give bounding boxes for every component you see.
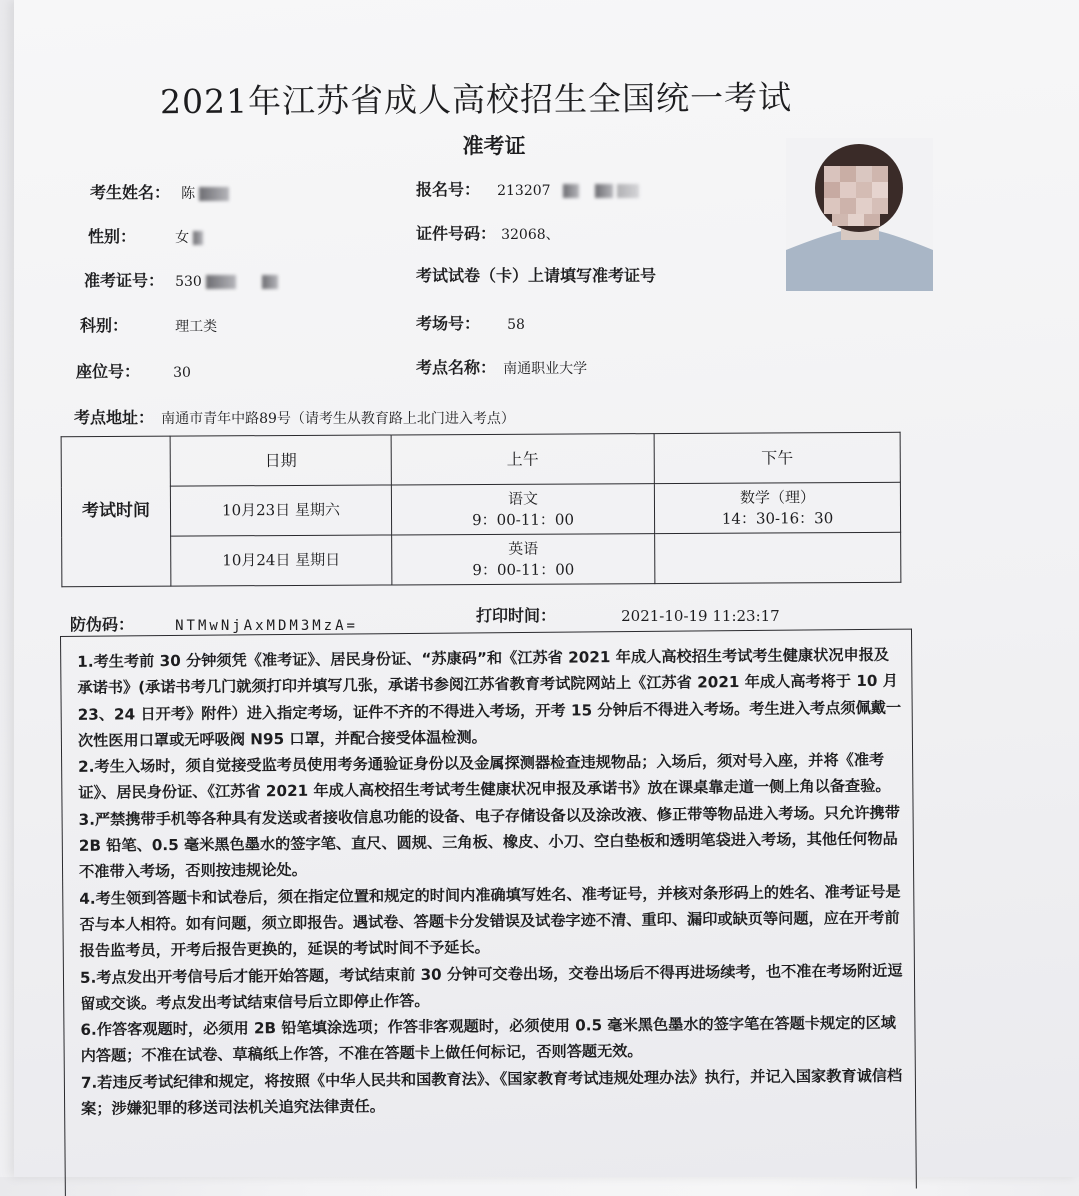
photo-placeholder-icon [786,138,933,291]
print-time-label: 打印时间： [476,606,557,625]
security-code-value: NTMwNjAxMDM3MzA= [175,618,358,634]
field-exam-site [416,355,587,378]
exam-time-label: 考试时间 [61,436,171,587]
paper-notice: 考试试卷（卡）上请填写准考证号 [416,266,657,285]
rule-item-5: 5.考点发出开考信号后才能开始答题，考试结束前 30 分钟可交卷出场，交卷出场后不得再进场续考，也不准在考场附近逗留或交谈。考点发出考试结束信号后立即停止作答。 [79,961,903,1013]
document-title: 2021年江苏省成人高校招生全国统一考试 [159,77,793,122]
morning-subject: 语文 [507,489,538,509]
table-row [61,482,900,536]
field-id-number [416,221,560,244]
site-value: 南通职业大学 [503,361,588,377]
gender-value: 女 [175,230,190,246]
redaction-mark [193,231,203,245]
redaction-mark [563,184,579,198]
rule-item-4: 4.考生领到答题卡和试卷后，须在指定位置和规定的时间内准确填写姓名、准考证号，并核对条形码上的姓名、准考证号是否与本人相符。如有问题，须立即报告。遇试卷、答题卡分发错误及试卷字迹不清、重印、漏印或缺页等问题，应在开考前报告监考员，开考后报告更换的，延误的考试时间不予延长。 [79,882,901,961]
rule-item-6: 6.作答客观题时，必须用 2B 铅笔填涂选项；作答非客观题时，必须使用 0.5 毫米黑色墨水的签字笔在答题卡规定的区域内答题；不准在试卷、草稿纸上作答，不准在答题卡上做任何标记，否则答题无效。 [80,1013,897,1066]
address-label: 考点地址： [74,408,155,427]
print-time-value: 2021-10-19 11:23:17 [621,607,780,625]
afternoon-time: 14：30-16：30 [721,508,834,528]
field-exam-address [74,405,515,428]
field-ticket-number [84,268,278,291]
subject-value: 理工类 [175,319,218,335]
row-afternoon-cell [654,482,900,533]
redaction-mark [617,184,639,198]
field-gender [88,224,203,247]
candidate-photo [786,138,933,291]
table-row [62,532,901,586]
redaction-mark [262,275,278,289]
name-label: 考生姓名： [90,183,171,202]
seat-label: 座位号： [76,362,141,381]
field-subject [80,313,217,336]
address-value: 南通市青年中路89号（请考生从教育路上北门进入考点） [161,411,515,427]
room-value: 58 [507,317,525,333]
header-morning: 上午 [391,434,654,485]
morning-time: 9：00-11：00 [472,560,575,579]
field-seat [76,359,191,382]
afternoon-subject: 数学（理） [739,488,815,507]
document-subtitle: 准考证 [462,134,526,158]
field-print-time [476,603,780,626]
header-date: 日期 [170,435,391,486]
row-afternoon-cell [655,532,901,583]
rule-item-3: 3.严禁携带手机等各种具有发送或者接收信息功能的设备、电子存储设备以及涂改液、修正带等物品进入考场。只允许携带 2B 铅笔、0.5 毫米黑色墨水的签字笔、直尺、圆规、三角板、橡皮、小刀、空白垫板和透明笔袋进入考场，其他任何物品不准带入考场，否则按违规论处。 [78,803,900,882]
afternoon-time [659,557,896,558]
morning-subject: 英语 [508,539,539,559]
exam-schedule-table [61,432,902,587]
rule-item-1: 1.考生考前 30 分钟须凭《准考证》、居民身份证、“苏康码”和《江苏省 2021 年成人高校招生考试考生健康状况申报及承诺书》(承诺书考几门就须打印并填写几张，承诺书参阅江苏省教育考试院网站上《江苏省 2021 年成人高考将于 10 月 23、24 日开考》附件）进入指定考场，证件不齐的不得进入考场，开考 15 分钟后不得进入考场。考生进入考点须佩戴一次性医用口罩或无呼吸阀 N95 口罩，并配合接受体温检测。 [77,645,902,750]
ticket-value: 530 [175,274,202,290]
row-morning-cell [391,484,654,535]
redaction-mark [595,184,613,198]
id-value: 32068、 [501,227,560,243]
redaction-mark [199,187,229,201]
row-date: 10月24日 星期日 [171,535,392,586]
id-label: 证件号码： [416,224,497,243]
ticket-label: 准考证号： [84,271,165,290]
reg-label: 报名号： [416,180,481,199]
redaction-mark [206,275,236,289]
row-morning-cell [392,534,655,585]
name-value: 陈 [181,186,196,202]
field-name [90,180,229,203]
rule-item-7: 7.若违反考试纪律和规定，将按照《中华人民共和国教育法》、《国家教育考试违规处理办法》执行，并记入国家教育诚信档案；涉嫌犯罪的移送司法机关追究法律责任。 [80,1066,903,1118]
rule-item-2: 2.考生入场时，须自觉接受监考员使用考务通验证身份以及金属探测器检查违规物品；入场后，须对号入座，并将《准考证》、居民身份证、《江苏省 2021 年成人高校招生考试考生健康状况申报及承诺书》放在课桌靠走道一侧上角以备查验。 [78,751,891,803]
field-registration-number [416,177,639,200]
field-exam-room [416,311,525,334]
field-security-code [70,612,358,635]
exam-rules-box [60,629,917,1196]
gender-label: 性别： [88,227,137,246]
security-code-label: 防伪码： [70,615,135,634]
header-afternoon: 下午 [654,432,900,483]
reg-value: 213207 [497,183,551,199]
row-date: 10月23日 星期六 [170,485,391,536]
morning-time: 9：00-11：00 [472,510,575,529]
subject-label: 科别： [80,316,129,335]
room-label: 考场号： [416,314,481,333]
afternoon-subject [659,557,896,558]
seat-value: 30 [173,365,191,381]
site-label: 考点名称： [416,358,497,377]
